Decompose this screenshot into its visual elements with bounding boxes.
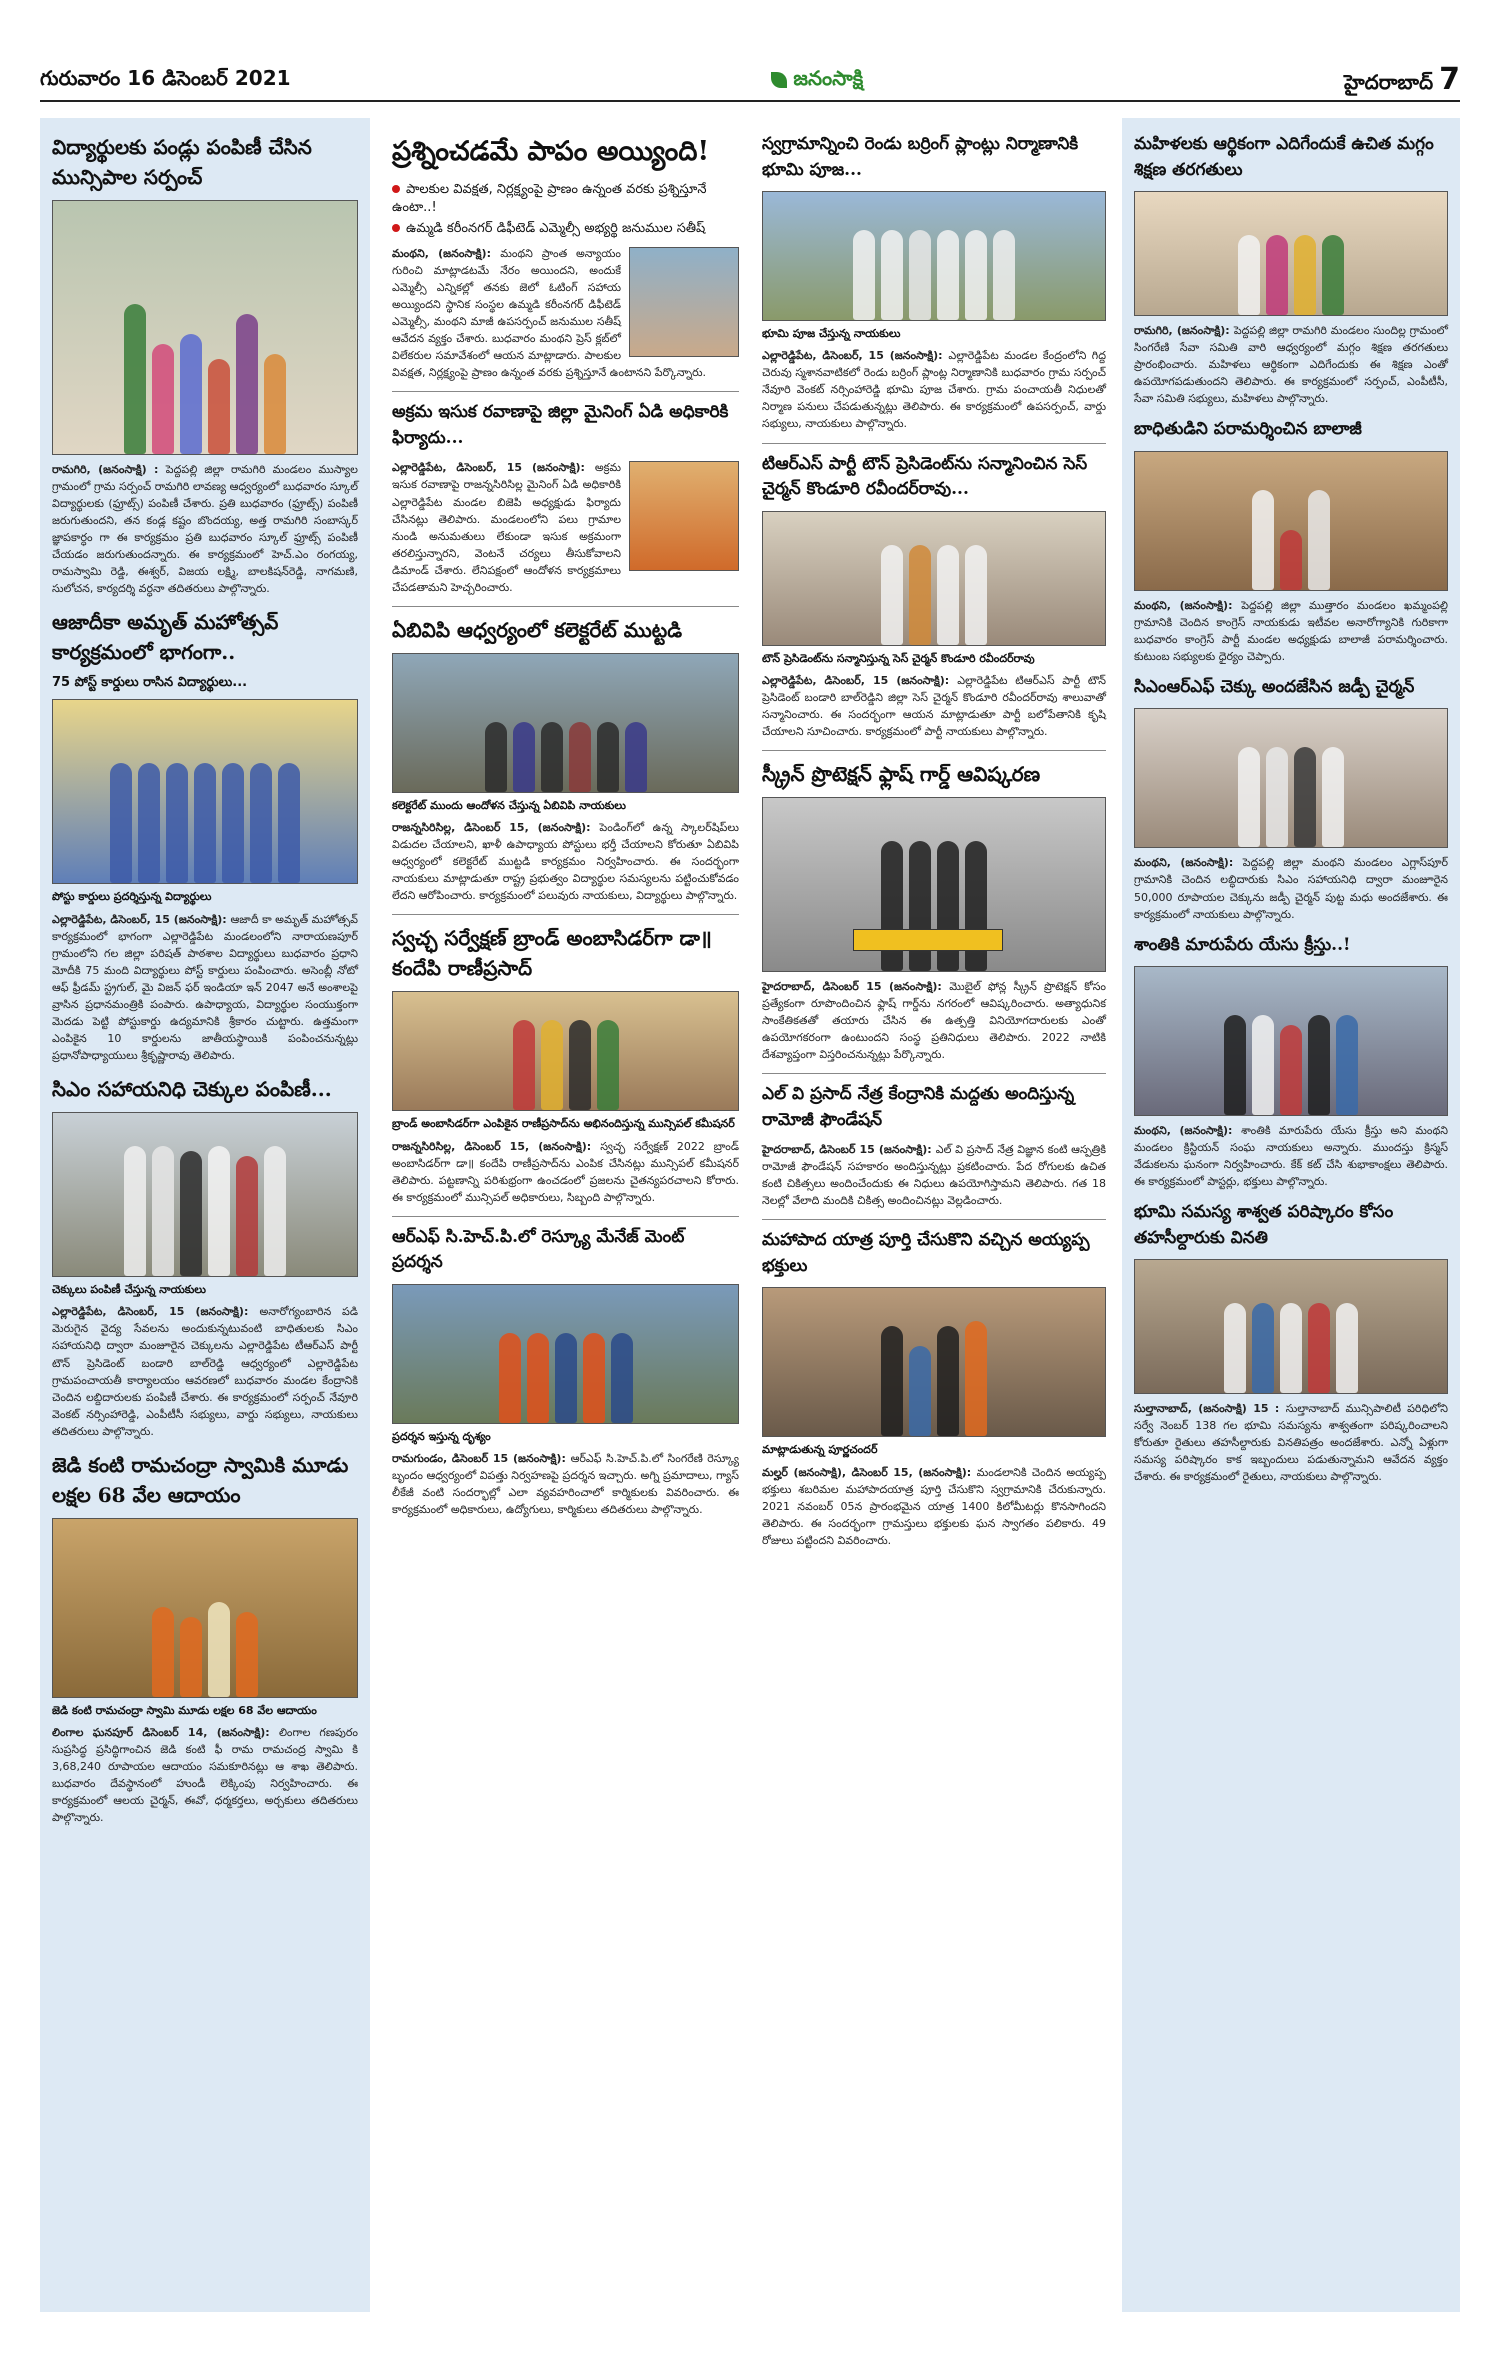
divider xyxy=(392,391,739,392)
story-photo xyxy=(1134,708,1448,848)
body-text: మంథని ప్రాంత అన్యాయం గురించి మాట్లాడటమే నేరం అయిందని, అందుకే ఎమ్మెల్సీ ఎన్నికల్లో తనకు జెలో ఓటింగ్ సహాయ అయ్యిందని స్థానిక సంస్థల ఉమ్మడి కరీంనగర్ డిఫీటెడ్ ఎమ్మెల్సీ, మంథని మాజీ ఉపసర్పంచ్ జనుముల సతీష్ ఆవేదన వ్యక్తం చేశారు. బుధవారం మంథని ప్రెస్ క్లబ్‌లో విలేకరుల సమావేశంలో ఆయన మాట్లాడారు. పాలకుల వివక్షత, నిర్లక్ష్యంపై ప్రాణం ఉన్నంత వరకు ప్రశ్నిస్తూనే ఉంటానని పేర్కొన్నారు. xyxy=(392,247,706,380)
column-4 xyxy=(1122,118,1460,2312)
story-photo xyxy=(762,511,1106,646)
story-photo xyxy=(1134,191,1448,316)
headline: ప్రశ్నించడమే పాపం అయ్యింది! xyxy=(392,136,710,167)
headline: మహాపాద యాత్ర పూర్తి చేసుకొని వచ్చిన అయ్యప్ప భక్తులు xyxy=(762,1230,1090,1276)
story xyxy=(762,132,1106,433)
story xyxy=(392,1225,739,1518)
story-photo xyxy=(52,699,358,884)
story-body xyxy=(1134,597,1448,665)
photo-caption: భూమి పూజ చేస్తున్న నాయకులు xyxy=(762,327,901,340)
column-2 xyxy=(388,118,743,2312)
headline: టిఆర్ఎస్ పార్టీ టౌన్ ప్రెసిడెంట్‌ను సన్మానించిన సెస్ చైర్మన్ కొండూరి రవీందర్‌రావు... xyxy=(762,453,1088,500)
body-text: పెండింగ్‌లో ఉన్న స్కాలర్‌షిప్‌లు విడుదల చేయాలని, ఖాళీ ఉపాధ్యాయ పోస్టులు భర్తీ చేయాలని కోరుతూ ఏబివిపి ఆధ్వర్యంలో కలెక్టరేట్ ముట్టడి కార్యక్రమం నిర్వహించారు. ఈ సందర్భంగా నాయకులు మాట్లాడుతూ రాష్ట్ర ప్రభుత్వం విద్యార్థుల సమస్యలను పట్టించుకోవడం లేదని ఆరోపించారు. కార్యక్రమంలో పలువురు నాయకులు, విద్యార్థులు పాల్గొన్నారు. xyxy=(392,821,739,903)
story xyxy=(1134,675,1448,923)
story-photo xyxy=(52,1518,358,1698)
divider xyxy=(762,750,1106,751)
subheadline: 75 పోస్ట్ కార్డులు రాసిన విద్యార్థులు... xyxy=(52,675,248,691)
divider xyxy=(392,914,739,915)
headline: ఆజాదీకా అమృత్ మహోత్సవ్ కార్యక్రమంలో భాగంగా.. xyxy=(52,610,279,665)
story xyxy=(392,923,739,1205)
story-photo xyxy=(52,1112,358,1277)
story xyxy=(1134,933,1448,1191)
story-body xyxy=(1134,322,1448,407)
story xyxy=(762,759,1106,1063)
body-text: స్వచ్ఛ సర్వేక్షణ్ 2022 బ్రాండ్ అంబాసిడర్‌గా డా॥ కందేపి రాణీప్రసాద్‌ను ఎంపిక చేసినట్లు మున్సిపల్ కమీషనర్ తెలిపారు. పట్టణాన్ని పరిశుభ్రంగా ఉంచడంలో ప్రజలను చైతన్యపరచాలని కోరారు. ఈ కార్యక్రమంలో మున్సిపల్ అధికారులు, సిబ్బంది పాల్గొన్నారు. xyxy=(392,1139,739,1204)
story xyxy=(52,132,358,597)
dateline: ఎల్లారెడ్డిపేట, డిసెంబర్, 15 (జనంసాక్షి): xyxy=(52,912,231,926)
headline: మహిళలకు ఆర్థికంగా ఎదిగేందుకే ఉచిత మగ్గం శిక్షణ తరగతులు xyxy=(1134,134,1434,180)
bullet-icon xyxy=(392,224,400,232)
leaf-icon xyxy=(771,72,787,88)
story-photo xyxy=(52,200,358,455)
body-text: పెద్దపల్లి జిల్లా రామగిరి మండలం సుందిల్ల గ్రామంలో సింగరేణి సేవా సమితి వారి ఆధ్వర్యంలో మగ్గం శిక్షణ తరగతులు ప్రారంభించారు. మహిళలు ఆర్థికంగా ఎదిగేందుకు ఈ శిక్షణ ఎంతో ఉపయోగపడుతుందని తెలిపారు. ఈ కార్యక్రమంలో సర్పంచ్, ఎంపీటీసీ, సేవా సమితి సభ్యులు, మహిళలు పాల్గొన్నారు. xyxy=(1134,324,1448,406)
divider xyxy=(762,443,1106,444)
body-text: మండలానికి చెందిన అయ్యప్ప భక్తులు శబరిమల మహాపాదయాత్ర పూర్తి చేసుకొని స్వగ్రామానికి చేరుకున్నారు. 2021 నవంబర్ 05న ప్రారంభమైన యాత్ర 1400 కిలోమీటర్లు కొనసాగిందని తెలిపారు. ఈ సందర్భంగా గ్రామస్తులు భక్తులకు ఘన స్వాగతం పలికారు. 49 రోజులు పట్టిందని వివరించారు. xyxy=(762,1465,1106,1547)
dateline: రామగిరి, (జనంసాక్షి) : xyxy=(52,463,166,476)
bullet-text: ఉమ్మడి కరీంనగర్ డిఫీటెడ్ ఎమ్మెల్సీ అభ్యర్థి జనుముల సతీష్ xyxy=(406,221,706,237)
headline: సిఎం సహాయనిధి చెక్కుల పంపిణీ... xyxy=(52,1077,332,1102)
dateline: రాజన్నసిరిసిల్ల, డిసెంబర్ 15, (జనంసాక్షి): xyxy=(392,1139,601,1153)
story-body xyxy=(762,978,1106,1063)
body-text: శాంతికి మారుపేరు యేసు క్రీస్తు అని మంథని మండలం క్రిస్టియన్ సంఘ నాయకులు అన్నారు. ముందస్తు క్రిస్మస్ వేడుకలను ఘనంగా నిర్వహించారు. కేక్ కట్ చేసి శుభాకాంక్షలు తెలిపారు. ఈ కార్యక్రమంలో పాస్టర్లు, భక్తులు పాల్గొన్నారు. xyxy=(1134,1124,1448,1189)
portrait-photo xyxy=(629,461,739,571)
dateline: ఎల్లారెడ్డిపేట, డిసెంబర్, 15 (జనంసాక్షి): xyxy=(52,1305,260,1319)
story-body xyxy=(52,461,358,597)
story-body xyxy=(392,459,739,595)
story-body xyxy=(392,819,739,904)
story-photo xyxy=(1134,451,1448,591)
photo-caption: కలెక్టరేట్ ముందు ఆందోళన చేస్తున్న ఏబివిపి నాయకులు xyxy=(392,798,626,812)
story-photo xyxy=(762,191,1106,321)
dateline: మంథని, (జనంసాక్షి): xyxy=(1134,1124,1242,1138)
headline: విద్యార్థులకు పండ్లు పంపిణీ చేసిన మున్సిపాల సర్పంచ్ xyxy=(52,135,312,189)
page-number: 7 xyxy=(1439,61,1460,97)
story-photo xyxy=(392,1284,739,1424)
story xyxy=(762,452,1106,740)
photo-caption: జెడి కంటి రామచంద్రా స్వామి మూడు లక్షల 68 వేల ఆదాయం xyxy=(52,1703,317,1717)
body-text: పెద్దపల్లి జిల్లా ముత్తారం మండలం ఖమ్మంపల్లి గ్రామానికి చెందిన కాంగ్రెస్ నాయకుడు ఇటీవల అనారోగ్యానికి గురికాగా బుధవారం కాంగ్రెస్ పార్టీ మండల అధ్యక్షుడు బాలాజీ పరామర్శించారు. కుటుంబ సభ్యులకు ధైర్యం చెప్పారు. xyxy=(1134,598,1448,663)
column-1 xyxy=(40,118,370,2312)
story xyxy=(762,1082,1106,1209)
body-text: అక్రమ ఇసుక రవాణాపై రాజన్నసిరిసిల్ల మైనింగ్ ఏడి అధికారికి ఎల్లారెడ్డిపేట మండల బిజెపి అధ్యక్షుడు ఫిర్యాదు చేసినట్లు తెలిపారు. మండలంలోని పలు గ్రామాల నుండి అనుమతులు లేకుండా ఇసుక అక్రమంగా తరలిస్తున్నారని, వెంటనే చర్యలు తీసుకోవాలని డిమాండ్ చేశారు. లేనిపక్షంలో ఆందోళన కార్యక్రమాలు చేపడతామని హెచ్చరించారు. xyxy=(392,461,621,594)
body-text: అనారోగ్యంబారిన పడి మెరుగైన వైద్య సేవలను అందుకున్నటువంటి బాధితులకు సిఎం సహాయనిధి ద్వారా మంజూరైన చెక్కులను ఎల్లారెడ్డిపేట టీఆర్ఎస్ పార్టీ టౌన్ ప్రెసిడెంట్ బండారి బాల్‌రెడ్డి ఆధ్వర్యంలో ఎల్లారెడ్డిపేట గ్రామపంచాయతీ కార్యాలయం ఆవరణలో బుధవారం మండల కేంద్రానికి చెందిన లబ్దిదారులకు పంపిణీ చేశారు. ఈ కార్యక్రమంలో సర్పంచ్ నేవూరి వెంకట్ నర్సింహారెడ్డి, ఎంపీటీసీ సభ్యులు, వార్డు సభ్యులు, నాయకులు తదితరులు పాల్గొన్నారు. xyxy=(52,1305,358,1438)
divider xyxy=(392,606,739,607)
story-body xyxy=(392,245,739,381)
body-text: ఎల్ వి ప్రసాద్ నేత్ర విజ్ఞాన కంటి ఆస్పత్రికి రామోజీ ఫౌండేషన్ సహకారం అందిస్తున్నట్లు ప్రకటించారు. పేద రోగులకు ఉచిత కంటి చికిత్సలు అందించేందుకు ఈ నిధులు ఉపయోగిస్తామని తెలిపారు. గత 18 నెలల్లో వేలాది మందికి చికిత్స అందించినట్లు వెల్లడించారు. xyxy=(762,1143,1106,1208)
headline: బాధితుడిని పరామర్శించిన బాలాజీ xyxy=(1134,419,1362,440)
story-body xyxy=(52,1303,358,1439)
story-body xyxy=(762,347,1106,432)
headline: ఆర్ఎఫ్ సి.హెచ్.పి.లో రెస్క్యూ మేనేజ్ మెంట్ ప్రదర్శన xyxy=(392,1226,685,1273)
headline: అక్రమ ఇసుక రవాణాపై జిల్లా మైనింగ్ ఏడి అధికారికి ఫిర్యాదు... xyxy=(392,402,729,448)
photo-caption: మాట్లాడుతున్న పూర్ణచందర్ xyxy=(762,1443,878,1457)
dateline: ఎల్లారెడ్డిపేట, డిసెంబర్, 15 (జనంసాక్షి): xyxy=(762,673,958,687)
story-body xyxy=(762,1464,1106,1549)
story xyxy=(392,615,739,905)
story xyxy=(52,607,358,1064)
dateline: రాజన్నసిరిసిల్ల, డిసెంబర్ 15, (జనంసాక్షి): xyxy=(392,821,600,835)
headline: స్వగ్రామాన్నించి రెండు బర్రింగ్ ప్లాంట్లు నిర్మాణానికి భూమి పూజ... xyxy=(762,134,1079,180)
story-photo xyxy=(392,653,739,793)
story-body xyxy=(392,1450,739,1518)
headline: ఎల్ వి ప్రసాద్ నేత్ర కేంద్రానికి మద్దతు అందిస్తున్న రామోజీ ఫౌండేషన్ xyxy=(762,1084,1075,1130)
bullet-point xyxy=(392,220,739,239)
body-text: పెద్దపల్లి జిల్లా రామగిరి మండలం ముస్యాల గ్రామంలో గ్రామ సర్పంచ్ రామగిరి లావణ్య ఆధ్వర్యంలో బుధవారం స్కూల్ విద్యార్థులకు (ఫ్రూట్స్) పంపిణీ చేశారు. ప్రతి బుధవారం (ఫ్రూట్స్) పంపిణీ జరుగుతుందని, తన కండ్ల కష్టం బొందయ్య, అత్త రామగిరి సంబాస్కర్ జ్ఞాపకార్ధం గా ఈ కార్యక్రమం ప్రతి బుధవారం స్కూల్ ఫ్రూట్స్ పంపిణీ చేయడం జరుగుతుందన్నారు. ఈ కార్యక్రమంలో హెచ్.ఎం రంగయ్య, రామస్వామి రెడ్డి, ఈశ్వర్, విజయ లక్ష్మి, బాలకిషన్‌రెడ్డి, నాగమణి, సులోచన, కార్యదర్శి వర్ధనా తదితరులు పాల్గొన్నారు. xyxy=(52,463,358,596)
column-3 xyxy=(758,118,1110,2312)
story-body xyxy=(1134,854,1448,922)
bullet-icon xyxy=(392,185,400,193)
dateline: ఎల్లారెడ్డిపేట, డిసెంబర్, 15 (జనంసాక్షి): xyxy=(392,461,595,475)
story-body xyxy=(52,911,358,1064)
headline: సిఎంఆర్ఎఫ్ చెక్కు అందజేసిన జడ్పీ చైర్మన్ xyxy=(1134,676,1415,697)
story-photo xyxy=(762,797,1106,972)
story xyxy=(1134,1200,1448,1485)
body-text: పెద్దపల్లి జిల్లా మంథని మండలం ఎగ్లాస్‌పూర్ గ్రామానికి చెందిన లబ్ధిదారుకు సిఎం సహాయనిధి ద్వారా మంజూరైన 50,000 రూపాయల చెక్కును జడ్పీ చైర్మన్ పుట్ట మధు అందజేశారు. ఈ కార్యక్రమంలో నాయకులు పాల్గొన్నారు. xyxy=(1134,856,1449,921)
newspaper-logo[interactable] xyxy=(771,66,863,95)
body-text: ఎల్లారెడ్డిపేట మండల కేంద్రంలోని గిద్ద చెరువు స్మశానవాటికలో రెండు బర్రింగ్ ప్లాంట్ల నిర్మాణానికి బుధవారం గ్రామ సర్పంచ్ నేవూరి వెంకట్ నర్సింహారెడ్డి భూమి పూజ చేశారు. గ్రామ పంచాయతీ నిధులతో నిర్మాణ పనులు చేపడుతున్నట్లు తెలిపారు. ఈ కార్యక్రమంలో ఉపసర్పంచ్, వార్డు సభ్యులు, నాయకులు పాల్గొన్నారు. xyxy=(762,349,1106,431)
story-photo xyxy=(1134,1259,1448,1394)
story xyxy=(1134,132,1448,407)
story-body xyxy=(762,672,1106,740)
body-text: ఆజాదీ కా అమృత్ మహోత్సవ్ కార్యక్రమంలో భాగంగా ఎల్లారెడ్డిపేట మండలంలోని నారాయణపూర్ గ్రామంలోని గల జిల్లా పరిషత్ పాఠశాల విద్యార్థులు బుధవారం ప్రధాని మోదీకి 75 మంది విద్యార్థులు పోస్ట్ కార్డులు పంపించారు. అసెంబ్లీ నోటో ఆఫ్ ఫ్రీడమ్ స్ట్రగుల్, మై విజన్ ఫర్ ఇండియా ఇన్ 2047 అనే అంశాలపై వ్రాసిన ప్రధానమంత్రికి పంపారు. ఉపాధ్యాయ, విద్యార్థుల సంయుక్తంగా మెదడు పెట్టి పోస్టుకార్డు ఉద్యమానికి శ్రీకారం చుట్టారు. ఉత్తమంగా ఎంపికైన 10 కార్డులను జాతీయస్థాయికి పంపించనున్నట్లు ప్రధానోపాధ్యాయులు శ్రీకృష్ణారావు తెలిపారు. xyxy=(52,912,358,1063)
dateline: మల్హర్ (జనంసాక్షి), డిసెంబర్ 15, (జనంసాక్షి): xyxy=(762,1465,977,1479)
dateline: లింగాల ఘనపూర్ డిసెంబర్ 14, (జనంసాక్షి): xyxy=(52,1726,279,1740)
masthead xyxy=(40,60,1460,102)
edition-info xyxy=(1344,62,1460,99)
story-body xyxy=(1134,1400,1448,1485)
story xyxy=(52,1074,358,1440)
photo-caption: చెక్కులు పంపిణీ చేస్తున్న నాయకులు xyxy=(52,1283,206,1297)
logo-text: జనంసాక్షి xyxy=(793,65,864,90)
divider xyxy=(392,1216,739,1217)
headline: భూమి సమస్య శాశ్వత పరిష్కారం కోసం తహసీల్దారుకు వినతి xyxy=(1134,1202,1394,1248)
story-photo xyxy=(392,991,739,1111)
dateline: మంథని, (జనంసాక్షి): xyxy=(392,247,501,261)
bullet-point xyxy=(392,181,739,219)
story xyxy=(1134,417,1448,665)
body-text: సుల్తానాబాద్ మున్సిపాలిటీ పరిధిలోని సర్వే నెంబర్ 138 గల భూమి సమస్యను శాశ్వతంగా పరిష్కరించాలని కోరుతూ రైతులు తహసీల్దారుకు వినతిపత్రం అందజేశారు. ఎన్నో ఏళ్లుగా సమస్య పరిష్కారం కాక ఇబ్బందులు పడుతున్నామని ఆవేదన వ్యక్తం చేశారు. ఈ కార్యక్రమంలో రైతులు, నాయకులు పాల్గొన్నారు. xyxy=(1134,1402,1448,1484)
story-photo xyxy=(762,1287,1106,1437)
headline: శాంతికి మారుపేరు యేసు క్రీస్తు..! xyxy=(1134,934,1351,955)
headline: స్వచ్ఛ సర్వేక్షణ్ బ్రాండ్ అంబాసిడర్‌గా డా॥ కందేపి రాణీప్రసాద్ xyxy=(392,926,712,981)
story-photo xyxy=(1134,966,1448,1116)
headline: ఏబివిపి ఆధ్వర్యంలో కలెక్టరేట్ ముట్టడి xyxy=(392,617,683,642)
body-text: ఎల్లారెడ్డిపేట టిఆర్ఎస్ పార్టీ టౌన్ ప్రెసిడెంట్ బండారి బాల్‌రెడ్డిని జిల్లా సెస్ చైర్మన్ కొండూరి రవీందర్‌రావు శాలువాతో సన్మానించారు. ఈ సందర్భంగా ఆయన మాట్లాడుతూ పార్టీ బలోపేతానికి కృషి చేయాలని సూచించారు. కార్యక్రమంలో పార్టీ నాయకులు పాల్గొన్నారు. xyxy=(762,673,1106,738)
dateline: మంథని, (జనంసాక్షి): xyxy=(1134,856,1243,870)
body-text: లింగాల గణపురం సుప్రసిద్ధ ప్రసిద్ధిగాంచిన జెడి కంటి ఫీ రామ రామచంద్ర స్వామి కి 3,68,240 రూపాయల ఆదాయం సమకూరినట్లు ఆ శాఖ తెలిపారు. బుధవారం దేవస్థానంలో హుండీ లెక్కింపు నిర్వహించారు. ఈ కార్యక్రమంలో ఆలయ చైర్మన్, ఈవో, ధర్మకర్తలు, అర్చకులు తదితరులు పాల్గొన్నారు. xyxy=(52,1726,358,1825)
dateline: ఎల్లారెడ్డిపేట, డిసెంబర్, 15 (జనంసాక్షి): xyxy=(762,349,949,363)
divider xyxy=(762,1073,1106,1074)
dateline: రామగుండం, డిసెంబర్ 15 (జనంసాక్షి): xyxy=(392,1452,571,1466)
story xyxy=(392,400,739,595)
photo-caption: పోస్టు కార్డులు ప్రదర్శిస్తున్న విద్యార్థులు xyxy=(52,890,212,904)
story-body xyxy=(392,1138,739,1206)
headline: స్క్రీన్ ప్రొటెక్షన్ ఫ్లాష్ గార్డ్ ఆవిష్కరణ xyxy=(762,762,1041,787)
dateline: సుల్తానాబాద్, (జనంసాక్షి) 15 : xyxy=(1134,1402,1286,1416)
photo-caption: బ్రాండ్ అంబాసిడర్‌గా ఎంపికైన రాణీప్రసాద్‌ను అభినందిస్తున్న మున్సిపల్ కమీషనర్ xyxy=(392,1117,735,1131)
story-body xyxy=(52,1724,358,1826)
dateline: మంథని, (జనంసాక్షి): xyxy=(1134,598,1242,612)
dateline: హైదరాబాద్, డిసెంబర్ 15 (జనంసాక్షి): xyxy=(762,980,950,994)
body-text: మొబైల్ ఫోన్ల స్క్రీన్ ప్రొటెక్షన్ కోసం ప్రత్యేకంగా రూపొందించిన ఫ్లాష్ గార్డ్‌ను నగరంలో ఆవిష్కరించారు. అత్యాధునిక సాంకేతికతతో తయారు చేసిన ఈ ఉత్పత్తి వినియోగదారులకు ఎంతో ఉపయోగకరంగా ఉంటుందని సంస్థ ప్రతినిధులు తెలిపారు. 2022 నాటికి దేశవ్యాప్తంగా విస్తరించనున్నట్లు పేర్కొన్నారు. xyxy=(762,980,1106,1062)
photo-caption: ప్రదర్శన ఇస్తున్న దృశ్యం xyxy=(392,1429,491,1443)
photo-caption: టౌన్ ప్రెసిడెంట్‌ను సన్మానిస్తున్న సెస్ చైర్మన్ కొండూరి రవీందర్‌రావు xyxy=(762,651,1035,665)
story xyxy=(762,1228,1106,1549)
story-body xyxy=(1134,1122,1448,1190)
portrait-photo xyxy=(629,247,739,357)
story-body xyxy=(762,1141,1106,1209)
story xyxy=(52,1450,358,1827)
story xyxy=(392,132,739,381)
headline: జెడి కంటి రామచంద్రా స్వామికి మూడు లక్షల 68 వేల ఆదాయం xyxy=(52,1452,349,1507)
bullet-text: పాలకుల వివక్షత, నిర్లక్ష్యంపై ప్రాణం ఉన్నంత వరకు ప్రశ్నిస్తూనే ఉంటా..! xyxy=(392,181,707,216)
body-text: ఆర్ఎఫ్ సి.హెచ్.పి.లో సింగరేణి రెస్క్యూ బృందం ఆధ్వర్యంలో విపత్తు నిర్వహణపై ప్రదర్శన ఇచ్చారు. అగ్ని ప్రమాదాలు, గ్యాస్ లీకేజీ వంటి సందర్భాల్లో ఎలా వ్యవహరించాలో కార్మికులకు వివరించారు. ఈ కార్యక్రమంలో అధికారులు, ఉద్యోగులు, కార్మికులు తదితరులు పాల్గొన్నారు. xyxy=(392,1452,739,1517)
issue-date: గురువారం 16 డిసెంబర్ 2021 xyxy=(40,65,291,90)
divider xyxy=(762,1219,1106,1220)
dateline: హైదరాబాద్, డిసెంబర్ 15 (జనంసాక్షి): xyxy=(762,1143,936,1157)
edition-city: హైదరాబాద్ xyxy=(1344,69,1434,94)
dateline: రామగిరి, (జనంసాక్షి): xyxy=(1134,324,1234,337)
